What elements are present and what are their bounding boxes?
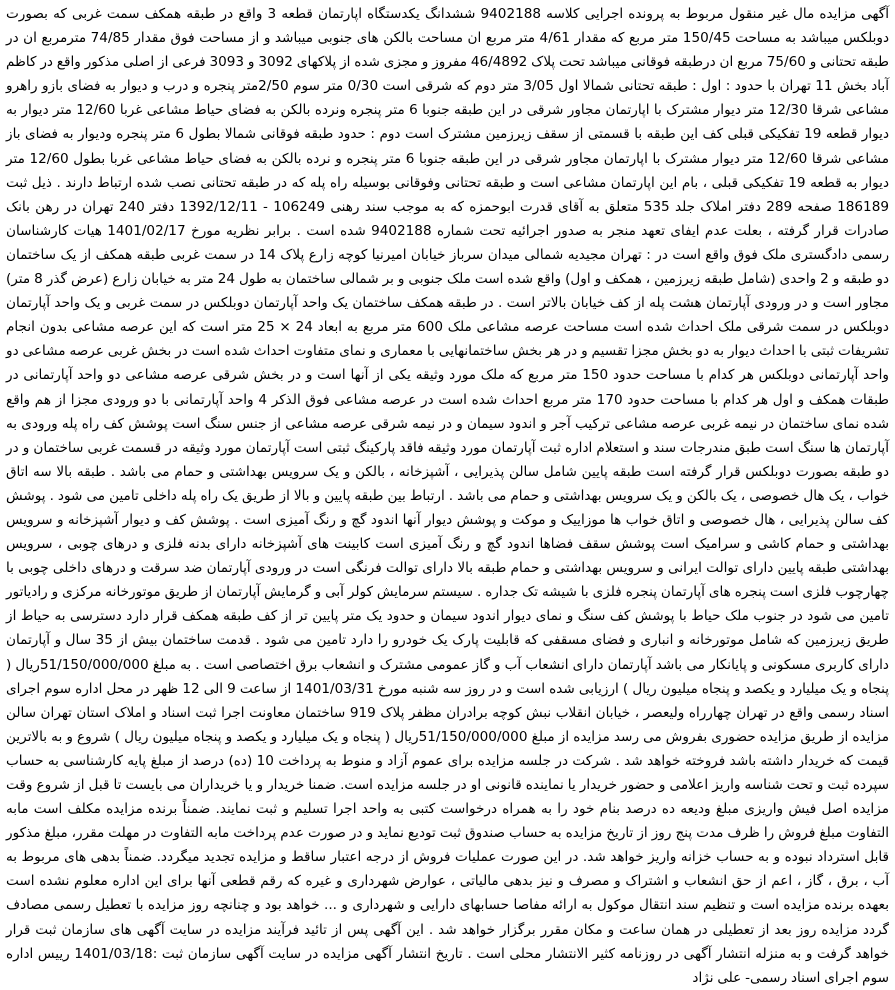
auction-notice-text: آگهی مزایده مال غیر منقول مربوط به پرونده اجرایی کلاسه 9402188 ششدانگ یکدستگاه اپارتمان قطعه 3 واقع در طبقه همکف سمت غربی که بصورت دوبلکس میباشد به مساحت 150/45 متر مربع که مقدار 4/61 متر مربع ان مساحت بالکن های جنوبی میباشد و از مساحت فوق مقدار 74/85 مترمربع ان در طبقه تحتانی و 75/60 مربع ان درطبقه فوقانی میباشد تحت پلاک 46/4892 مفروز و مجزی شده از پلاکهای 3092 و 3093 فرعی از اصلی مذکور واقع در کاظم آباد بخش 11 تهران با حدود : اول : طبقه تحتانی شمالا اول 3/05 متر دوم که شرقی است 0/30 متر سوم 2/50متر پنجره و درب و دیوار به فضای بازو راهرو مشاعی شرقا 12/30 متر دیوار مشترک با اپارتمان مجاور شرقی در این طبقه جنوبا 6 متر پنجره ونرده بالکن به فضای حیاط مشاعی غربا 12/60 متر دیوار به دیوار قطعه 19 تفکیکی قبلی کف این طبقه با قسمتی از سقف زیرزمین مشترک است دوم : حدود طبقه فوقانی شمالا بطول 6 متر پنجره ودیوار به فضای باز مشاعی شرقا 12/60 متر دیوار مشترک با اپارتمان مجاور شرقی در این طبقه جنوبا 6 متر پنجره و نرده بالکن به فضای حیاط مشاعی غربا بطول 12/60 متر دیوار به قطعه 19 تفکیکی قبلی ، بام این اپارتمان مشاعی است و طبقه تحتانی وفوقانی بوسیله راه پله که در طبقه تحتانی نصب شده ارتباط دارند . ذیل ثبت 186189 صفحه 289 دفتر املاک جلد 535 متعلق به آقای قدرت ابوحمزه که به موجب سند رهنی 106249 - 1392/12/11 دفتر 240 تهران در رهن بانک صادرات قرار گرفته ، بعلت عدم ایفای تعهد منجر به صدور اجرائیه تحت شماره 9402188 شده است . برابر نظریه مورخ 1401/02/17 هیات کارشناسان رسمی دادگستری ملک فوق واقع است در : تهران مجیدیه شمالی میدان سرباز خیابان امیرنیا کوچه زارع پلاک 14 در سمت غربی طبقه همکف از یک ساختمان دو طبقه و 2 واحدی (شامل طبقه زیرزمین ، همکف و اول) واقع شده است ملک جنوبی و بر شمالی ساختمان به طول 24 متر به خیابان زارع (عرض گذر 8 متر) مجاور است و در ورودی آپارتمان هشت پله از کف خیابان بالاتر است . در طبقه همکف ساختمان یک واحد آپارتمان دوبلکس در سمت غربی و یک واحد آپارتمان دوبلکس در سمت شرقی ملک احداث شده است مساحت عرصه مشاعی ملک 600 متر مربع به ابعاد 24 × 25 متر است که این عرصه مشاعی بدون انجام تشریفات ثبتی با احداث دیوار به دو بخش مجزا تقسیم و در هر بخش ساختمانهایی با معماری و نمای متفاوت احداث شده است در بخش غربی عرصه مشاعی دو واحد آپارتمانی دوبلکس هر کدام با مساحت حدود 150 متر مربع که ملک مورد وثیقه یکی از آنها است و در بخش شرقی عرصه مشاعی دو واحد آپارتمانی در طبقات همکف و اول هر کدام با مساحت حدود 170 متر مربع احداث شده است در عرصه مشاعی فوق الذکر 4 واحد آپارتمانی با دو ورودی مجزا از هم واقع شده نمای ساختمان در نیمه غربی عرصه مشاعی ترکیب آجر و اندود سیمان و در نیمه شرقی عرصه مشاعی از جنس سنگ است پوشش کف راه پله ورودی به آپارتمان ها سنگ است طبق مندرجات سند و استعلام اداره ثبت آپارتمان مورد وثیقه فاقد پارکینگ ثبتی است آپارتمان مورد وثیقه در قسمت غربی ساختمان و در دو طبقه بصورت دوبلکس قرار گرفته است طبقه پایین شامل سالن پذیرایی ، آشپزخانه ، بالکن و یک سرویس بهداشتی و حمام می باشد . طبقه بالا سه اتاق خواب ، یک هال خصوصی ، یک بالکن و یک سرویس بهداشتی و حمام می باشد . ارتباط بین طبقه پایین و بالا از طریق یک راه پله داخلی تامین می شود . پوشش کف سالن پذیرایی ، هال خصوصی و اتاق خواب ها موزاییک و موکت و پوشش دیوار آنها اندود گچ و رنگ آمیزی است . پوشش کف و دیوار آشپزخانه و سرویس بهداشتی و حمام کاشی و سرامیک است پوشش سقف فضاها اندود گچ و رنگ آمیزی است کابینت های آشپزخانه دارای بدنه فلزی و درهای چوبی ، سرویس بهداشتی طبقه پایین دارای توالت ایرانی و سرویس بهداشتی و حمام طبقه بالا دارای توالت فرنگی است در ورودی آپارتمان ضد سرقت و درهای داخلی چوبی با چهارچوب فلزی است پنجره های آپارتمان پنجره فلزی با شیشه تک جداره . سیستم سرمایش کولر آبی و گرمایش آپارتمان از طریق موتورخانه مرکزی و رادیاتور تامین می شود در جنوب ملک حیاط با پوشش کف سنگ و نمای دیوار اندود سیمان و حدود یک متر پایین تر از کف طبقه همکف قرار دارد دسترسی به حیاط از طریق زیرزمین که شامل موتورخانه و انباری و فضای مسقفی که قابلیت پارک یک خودرو را دارد تامین می شود . قدمت ساختمان بیش از 35 سال و آپارتمان دارای کاربری مسکونی و پایانکار می باشد آپارتمان دارای انشعاب آب و گاز عمومی مشترک و انشعاب برق اختصاصی است . به مبلغ 51/150/000/000ریال ( پنجاه و یک میلیارد و یکصد و پنجاه میلیون ریال ) ارزیابی شده است و در روز سه شنبه مورخ 1401/03/31 از ساعت 9 الی 12 ظهر در محل اداره سوم اجرای اسناد رسمی واقع در تهران چهارراه ولیعصر ، خیابان انقلاب نبش کوچه برادران مظفر پلاک 919 ساختمان معاونت اجرا ثبت اسناد و املاک استان تهران سالن مزایده از طریق مزایده حضوری بفروش می رسد مزایده از مبلغ 51/150/000/000ریال ( پنجاه و یک میلیارد و یکصد و پنجاه میلیون ریال ) شروع و به بالاترین قیمت که خریدار داشته باشد فروخته خواهد شد . شرکت در جلسه مزایده برای عموم آزاد و منوط به پرداخت 10 (ده) درصد از مبلغ پایه کارشناسی به حساب سپرده ثبت و تحت شناسه واریز اعلامی و حضور خریدار یا نماینده قانونی او در جلسه مزایده است. ضمنا خریدار و یا خریداران می بایست تا قبل از شروع وقت مزایده اصل فیش واریزی مبلغ ودیعه ده درصد بنام خود را به همراه درخواست کتبی به واحد اجرا تسلیم و ثبت نمایند. ضمناً برنده مزایده مکلف است مابه التفاوت مبلغ فروش را ظرف مدت پنج روز از تاریخ مزایده به حساب صندوق ثبت تودیع نماید و در صورت عدم پرداخت مابه التفاوت در مهلت مقرر، مبلغ مذکور قابل استرداد نبوده و به حساب خزانه واریز خواهد شد. در این صورت عملیات فروش از درجه اعتبار ساقط و مزایده تجدید میگردد. ضمناً بدهی های مربوط به آب ، برق ، گاز ، اعم از حق انشعاب و اشتراک و مصرف و نیز بدهی مالیاتی ، عوارض شهرداری و غیره که رقم قطعی آنها برای این اداره معلوم نشده است بعهده برنده مزایده است و تنظیم سند انتقال موکول به ارائه مفاصا حسابهای دارایی و شهرداری و ... خواهد بود و چنانچه روز مزایده با تعطیل رسمی مصادف گردد مزایده روز بعد از تعطیلی در همان ساعت و مکان مقرر برگزار خواهد شد . این آگهی پس از تائید فرآیند مزایده در سایت آگهی های سازمان ثبت قرار خواهد گرفت و به منزله انتشار آگهی در روزنامه کثیر الانتشار محلی است . تاریخ انتشار آگهی مزایده در سایت آگهی سازمان ثبت :1401/03/18 رییس اداره سوم اجرای اسناد رسمی- علی نژاد (6, 6, 890, 986)
